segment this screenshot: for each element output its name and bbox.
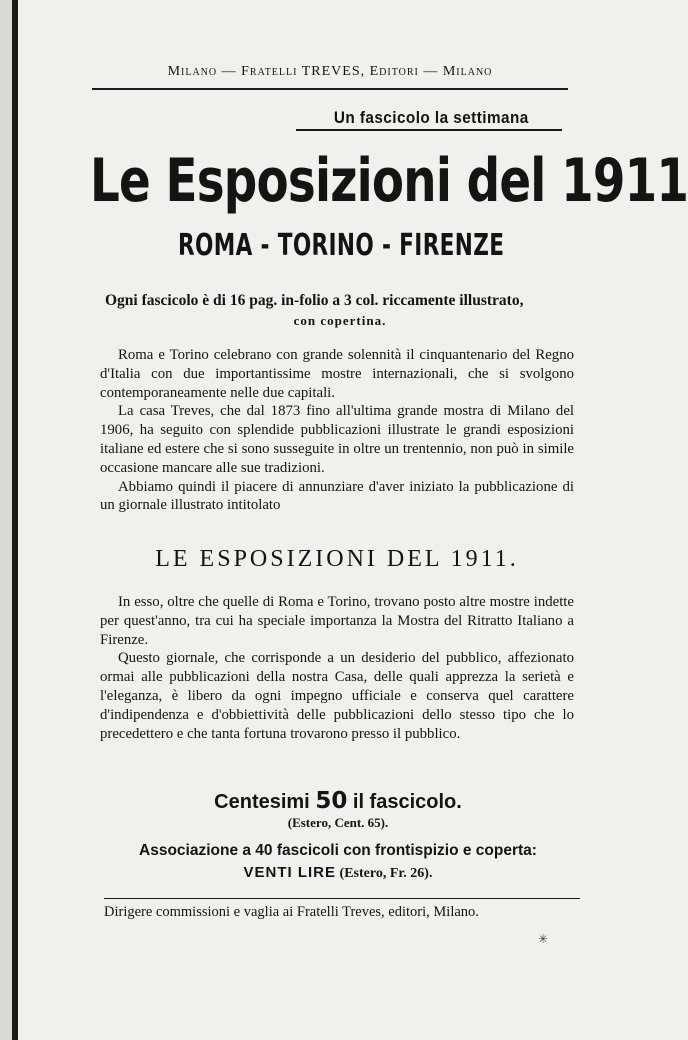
tagline-rule (296, 129, 562, 131)
paragraph: Roma e Torino celebrano con grande solennità il cinquantenario del Regno d'Italia con due importantissime mostre internazionali, che si svolgono contemporaneamente nelle due capitali. (100, 347, 574, 401)
tagline: Un fascicolo la settimana (333, 108, 529, 127)
binding-edge (12, 0, 18, 1040)
format-info: Ogni fascicolo è di 16 pag. in-folio a 3 col. riccamente illustrato, (105, 292, 524, 309)
description-text (100, 593, 574, 743)
header-rule (92, 88, 568, 90)
publisher-header: Milano — Fratelli TREVES, Editori — Milano (167, 64, 493, 79)
subscription-price (100, 864, 576, 882)
main-title: Le Esposizioni del 1911 (90, 146, 688, 216)
subscription-line: Associazione a 40 fascicoli con frontispizio e coperta: (139, 842, 537, 859)
journal-title: LE ESPOSIZIONI DEL 1911. (155, 546, 519, 572)
price-amount: 50 (315, 788, 348, 814)
paragraph: Abbiamo quindi il piacere di annunziare d'aver iniziato la pubblicazione di un giornale illustrato intitolato (100, 478, 574, 514)
order-instructions: Dirigere commissioni e vaglia ai Fratelli Treves, editori, Milano. (104, 904, 479, 920)
subscription-amount: VENTI LIRE (243, 864, 337, 881)
paragraph: In esso, oltre che quelle di Roma e Torino, trovano posto altre mostre indette per quest'anno, tra cui ha speciale importanza la Mostra del Ritratto Italiano a Firenze. (100, 594, 574, 648)
paragraph: Questo giornale, che corrisponde a un desiderio del pubblico, affezionato ormai alle pubblicazioni della nostra Casa, delle quali apprezza la serietà e l'eleganza, è libero da ogni impegno ufficiale e conserva quel carattere d'indipendenza e d'obbiettività delle pubblicazioni dello stesso tipo che lo precedettero e che tanta fortuna trovarono presso il pubblico. (100, 650, 574, 742)
price-line (100, 788, 576, 814)
ornament-icon: ✳ (538, 932, 549, 946)
intro-text (100, 346, 574, 515)
cities-heading: ROMA - TORINO - FIRENZE (178, 228, 505, 263)
price-prefix: Centesimi (214, 791, 310, 813)
footer-rule (104, 898, 580, 899)
paragraph: La casa Treves, che dal 1873 fino all'ultima grande mostra di Milano del 1906, ha seguito con splendide pubblicazioni illustrate le grandi esposizioni italiane ed estere che si sono susseguite in oltre un trentennio, non può in simile occasione mancare alle sue tradizioni. (100, 403, 574, 476)
binding-shadow (0, 0, 12, 1040)
price-suffix: il fascicolo. (352, 791, 462, 813)
price-abroad: (Estero, Cent. 65). (287, 815, 389, 830)
subscription-abroad: (Estero, Fr. 26). (339, 866, 433, 881)
format-info-cover: con copertina. (293, 313, 387, 328)
